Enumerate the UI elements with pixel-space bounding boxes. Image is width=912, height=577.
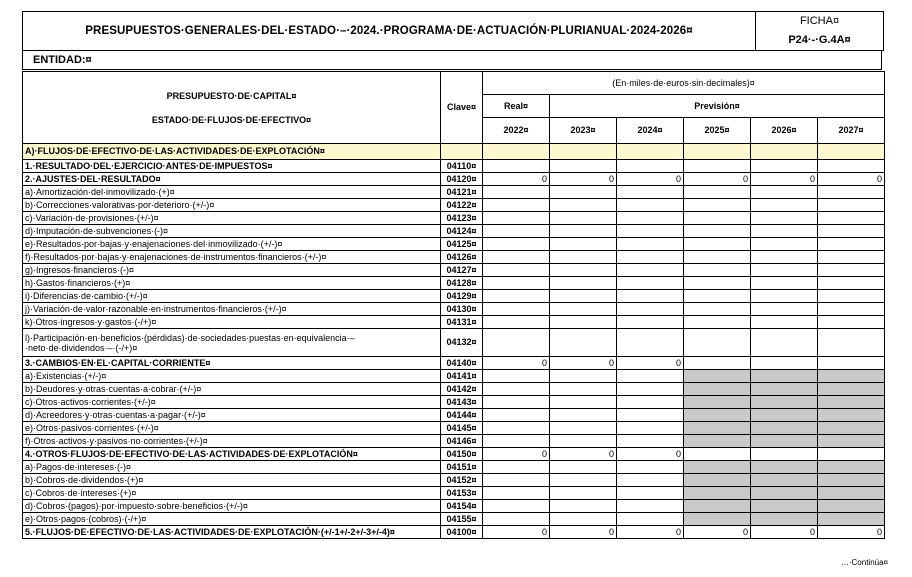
value-cell[interactable]: [751, 435, 818, 448]
row-code: 04141¤: [441, 370, 483, 383]
value-cell[interactable]: 0: [617, 173, 684, 186]
value-cell[interactable]: [684, 409, 751, 422]
row-code: 04122¤: [441, 199, 483, 212]
value-cell[interactable]: [483, 199, 550, 212]
value-cell[interactable]: 0: [550, 173, 617, 186]
value-cell[interactable]: [617, 461, 684, 474]
table-row: [23, 251, 885, 264]
value-cell[interactable]: [550, 225, 617, 238]
value-cell[interactable]: [550, 316, 617, 329]
value-cell[interactable]: [751, 329, 818, 357]
value-cell[interactable]: [751, 144, 818, 160]
value-cell[interactable]: [751, 448, 818, 461]
value-cell[interactable]: [751, 238, 818, 251]
value-cell[interactable]: [550, 329, 617, 357]
value-cell[interactable]: [550, 383, 617, 396]
value-cell[interactable]: [483, 474, 550, 487]
value-cell[interactable]: [550, 435, 617, 448]
row-label: j)·Variación·de·valor·razonable·en·instrumentos·financieros·(+/-)¤: [23, 303, 441, 316]
value-cell[interactable]: [684, 238, 751, 251]
table-row: [23, 225, 885, 238]
value-cell[interactable]: [684, 225, 751, 238]
title-block: [22, 11, 884, 51]
value-cell[interactable]: [550, 409, 617, 422]
value-cell[interactable]: [818, 212, 885, 225]
value-cell[interactable]: [818, 186, 885, 199]
row-label: f)·Resultados·por·bajas·y·enajenaciones·de·instrumentos·financieros·(+/-)¤: [23, 251, 441, 264]
row-label: k)·Otros·ingresos·y·gastos·(-/+)¤: [23, 316, 441, 329]
value-cell[interactable]: [550, 461, 617, 474]
row-label: 2.·AJUSTES·DEL·RESULTADO¤: [23, 173, 441, 186]
table-row: [23, 212, 885, 225]
value-cell[interactable]: [483, 160, 550, 173]
value-cell[interactable]: 0: [483, 357, 550, 370]
row-code: 04125¤: [441, 238, 483, 251]
value-cell[interactable]: [550, 513, 617, 526]
table-row: [23, 526, 885, 539]
value-cell[interactable]: [550, 474, 617, 487]
value-cell[interactable]: [684, 212, 751, 225]
table-row: [23, 409, 885, 422]
value-cell[interactable]: [751, 199, 818, 212]
value-cell[interactable]: [751, 500, 818, 513]
value-cell[interactable]: [617, 225, 684, 238]
row-code: 04126¤: [441, 251, 483, 264]
value-cell[interactable]: [818, 225, 885, 238]
value-cell[interactable]: [684, 329, 751, 357]
row-label: 5.·FLUJOS·DE·EFECTIVO·DE·LAS·ACTIVIDADES·DE·EXPLOTACIÓN·(+/-1+/-2+/-3+/-4)¤: [23, 526, 441, 539]
value-cell[interactable]: [550, 144, 617, 160]
value-cell[interactable]: [818, 448, 885, 461]
value-cell[interactable]: [751, 277, 818, 290]
value-cell[interactable]: [550, 422, 617, 435]
row-code: 04150¤: [441, 448, 483, 461]
row-code: 04130¤: [441, 303, 483, 316]
row-code: 04110¤: [441, 160, 483, 173]
value-cell[interactable]: [684, 487, 751, 500]
value-cell[interactable]: [617, 199, 684, 212]
year-header: 2027¤: [818, 118, 885, 144]
row-code: 04146¤: [441, 435, 483, 448]
value-cell[interactable]: [751, 487, 818, 500]
value-cell[interactable]: [617, 422, 684, 435]
table-row: [23, 238, 885, 251]
value-cell[interactable]: [818, 461, 885, 474]
value-cell[interactable]: [684, 186, 751, 199]
value-cell[interactable]: [818, 238, 885, 251]
table-row: [23, 448, 885, 461]
value-cell[interactable]: [550, 212, 617, 225]
value-cell[interactable]: [483, 264, 550, 277]
value-cell[interactable]: [818, 396, 885, 409]
value-cell[interactable]: [617, 290, 684, 303]
row-code: [441, 144, 483, 160]
continua-note: …·Continúa¤: [840, 558, 888, 567]
row-label: d)·Cobros·(pagos)·por·impuesto·sobre·beneficios·(+/-)¤: [23, 500, 441, 513]
row-code: 04145¤: [441, 422, 483, 435]
value-cell[interactable]: [617, 329, 684, 357]
value-cell[interactable]: [751, 474, 818, 487]
value-cell[interactable]: [684, 422, 751, 435]
value-cell[interactable]: [751, 160, 818, 173]
value-cell[interactable]: 0: [483, 173, 550, 186]
table-row: [23, 173, 885, 186]
row-label: A)·FLUJOS·DE·EFECTIVO·DE·LAS·ACTIVIDADES·DE·EXPLOTACIÓN¤: [23, 144, 441, 160]
value-cell[interactable]: [684, 370, 751, 383]
value-cell[interactable]: [550, 199, 617, 212]
value-cell[interactable]: [483, 370, 550, 383]
value-cell[interactable]: [751, 186, 818, 199]
year-header: 2025¤: [684, 118, 751, 144]
value-cell[interactable]: [684, 383, 751, 396]
value-cell[interactable]: [818, 199, 885, 212]
row-label: f)·Otros·activos·y·pasivos·no·corrientes·(+/-)¤: [23, 435, 441, 448]
value-cell[interactable]: [483, 487, 550, 500]
row-label: h)·Gastos·financieros·(+)¤: [23, 277, 441, 290]
value-cell[interactable]: 0: [550, 357, 617, 370]
value-cell[interactable]: [617, 474, 684, 487]
value-cell[interactable]: [483, 500, 550, 513]
value-cell[interactable]: [483, 186, 550, 199]
ficha-label: FICHA¤: [799, 15, 840, 27]
value-cell[interactable]: [684, 435, 751, 448]
table-row: [23, 329, 885, 357]
value-cell[interactable]: [751, 422, 818, 435]
value-cell[interactable]: [550, 370, 617, 383]
table-row: [23, 474, 885, 487]
value-cell[interactable]: [684, 357, 751, 370]
ficha-code: P24·-·G.4A¤: [788, 34, 851, 46]
row-label: e)·Resultados·por·bajas·y·enajenaciones·del·inmovilizado·(+/-)¤: [23, 238, 441, 251]
row-label: g)·Ingresos·financieros·(-)¤: [23, 264, 441, 277]
value-cell[interactable]: [483, 383, 550, 396]
value-cell[interactable]: [684, 500, 751, 513]
value-cell[interactable]: [684, 461, 751, 474]
value-cell[interactable]: [684, 513, 751, 526]
value-cell[interactable]: [818, 513, 885, 526]
value-cell[interactable]: [684, 160, 751, 173]
table-row: [23, 487, 885, 500]
value-cell[interactable]: [818, 357, 885, 370]
value-cell[interactable]: [818, 144, 885, 160]
value-cell[interactable]: [751, 396, 818, 409]
table-body: [23, 144, 885, 539]
prevision-header: Previsión¤: [550, 95, 885, 118]
value-cell[interactable]: [483, 251, 550, 264]
value-cell[interactable]: [483, 396, 550, 409]
table-row: [23, 396, 885, 409]
value-cell[interactable]: [617, 513, 684, 526]
value-cell[interactable]: [617, 370, 684, 383]
value-cell[interactable]: 0: [617, 448, 684, 461]
row-code: 04143¤: [441, 396, 483, 409]
value-cell[interactable]: [751, 383, 818, 396]
value-cell[interactable]: [818, 290, 885, 303]
value-cell[interactable]: [617, 396, 684, 409]
value-cell[interactable]: [751, 303, 818, 316]
value-cell[interactable]: [483, 513, 550, 526]
row-label: c)·Variación·de·provisiones·(+/-)¤: [23, 212, 441, 225]
value-cell[interactable]: [818, 160, 885, 173]
row-code: 04100¤: [441, 526, 483, 539]
year-header: 2024¤: [617, 118, 684, 144]
row-code: 04151¤: [441, 461, 483, 474]
row-label: b)·Deudores·y·otras·cuentas·a·cobrar·(+/-)¤: [23, 383, 441, 396]
value-cell[interactable]: [483, 316, 550, 329]
row-code: 04129¤: [441, 290, 483, 303]
value-cell[interactable]: 0: [483, 526, 550, 539]
value-cell[interactable]: [818, 487, 885, 500]
value-cell[interactable]: [684, 199, 751, 212]
value-cell[interactable]: 0: [684, 526, 751, 539]
value-cell[interactable]: [818, 409, 885, 422]
value-cell[interactable]: [684, 316, 751, 329]
row-code: 04121¤: [441, 186, 483, 199]
row-code: 04140¤: [441, 357, 483, 370]
row-label: 4.·OTROS·FLUJOS·DE·EFECTIVO·DE·LAS·ACTIVIDADES·DE·EXPLOTACIÓN¤: [23, 448, 441, 461]
value-cell[interactable]: [617, 144, 684, 160]
value-cell[interactable]: 0: [684, 173, 751, 186]
value-cell[interactable]: [617, 500, 684, 513]
row-label: a)·Amortización·del·inmovilizado·(+)¤: [23, 186, 441, 199]
value-cell[interactable]: [684, 277, 751, 290]
value-cell[interactable]: [751, 513, 818, 526]
form-title: PRESUPUESTOS·GENERALES·DEL·ESTADO·–·2024.·PROGRAMA·DE·ACTUACIÓN·PLURIANUAL·2024-2026¤: [23, 12, 756, 50]
table-row: [23, 144, 885, 160]
value-cell[interactable]: [617, 316, 684, 329]
value-cell[interactable]: [818, 303, 885, 316]
row-label: i)·Diferencias·de·cambio·(+/-)¤: [23, 290, 441, 303]
units-note: (En·miles·de·euros·sin·decimales)¤: [483, 72, 885, 95]
value-cell[interactable]: [617, 487, 684, 500]
value-cell[interactable]: 0: [818, 173, 885, 186]
value-cell[interactable]: [550, 303, 617, 316]
table-row: [23, 264, 885, 277]
value-cell[interactable]: [483, 435, 550, 448]
table-row: [23, 186, 885, 199]
row-label: a)·Existencias·(+/-)¤: [23, 370, 441, 383]
value-cell[interactable]: [550, 251, 617, 264]
table-row: [23, 435, 885, 448]
table-row: [23, 303, 885, 316]
value-cell[interactable]: 0: [617, 526, 684, 539]
value-cell[interactable]: [617, 277, 684, 290]
value-cell[interactable]: [483, 303, 550, 316]
value-cell[interactable]: [684, 303, 751, 316]
value-cell[interactable]: [818, 370, 885, 383]
value-cell[interactable]: [684, 474, 751, 487]
table-title-capital: PRESUPUESTO·DE·CAPITAL¤: [166, 90, 297, 101]
value-cell[interactable]: [617, 435, 684, 448]
value-cell[interactable]: [818, 329, 885, 357]
value-cell[interactable]: [684, 448, 751, 461]
value-cell[interactable]: [751, 290, 818, 303]
row-code: 04127¤: [441, 264, 483, 277]
row-code: 04153¤: [441, 487, 483, 500]
value-cell[interactable]: [818, 383, 885, 396]
row-label: c)·Cobros·de·intereses·(+)¤: [23, 487, 441, 500]
value-cell[interactable]: [751, 461, 818, 474]
value-cell[interactable]: [617, 186, 684, 199]
row-label: e)·Otros·pasivos·corrientes·(+/-)¤: [23, 422, 441, 435]
value-cell[interactable]: [550, 277, 617, 290]
value-cell[interactable]: [684, 290, 751, 303]
value-cell[interactable]: [550, 500, 617, 513]
row-label: 1.·RESULTADO·DEL·EJERCICIO·ANTES·DE·IMPUESTOS¤: [23, 160, 441, 173]
row-label: a)·Pagos·de·intereses·(-)¤: [23, 461, 441, 474]
value-cell[interactable]: 0: [818, 526, 885, 539]
value-cell[interactable]: [550, 238, 617, 251]
ficha-box: [756, 12, 883, 50]
table-row: [23, 290, 885, 303]
table-row: [23, 370, 885, 383]
row-code: 04155¤: [441, 513, 483, 526]
value-cell[interactable]: [684, 396, 751, 409]
value-cell[interactable]: [483, 225, 550, 238]
row-code: 04144¤: [441, 409, 483, 422]
value-cell[interactable]: [483, 422, 550, 435]
table-row: [23, 277, 885, 290]
value-cell[interactable]: [550, 160, 617, 173]
value-cell[interactable]: [483, 409, 550, 422]
value-cell[interactable]: [751, 370, 818, 383]
table-row: [23, 160, 885, 173]
value-cell[interactable]: [483, 290, 550, 303]
row-label: b)·Correcciones·valorativas·por·deterioro·(+/-)¤: [23, 199, 441, 212]
value-cell[interactable]: [617, 383, 684, 396]
table-row: [23, 513, 885, 526]
value-cell[interactable]: 0: [751, 173, 818, 186]
value-cell[interactable]: 0: [751, 526, 818, 539]
value-cell[interactable]: [818, 435, 885, 448]
value-cell[interactable]: [617, 212, 684, 225]
value-cell[interactable]: [550, 264, 617, 277]
value-cell[interactable]: [483, 144, 550, 160]
value-cell[interactable]: [818, 422, 885, 435]
value-cell[interactable]: [617, 238, 684, 251]
value-cell[interactable]: 0: [483, 448, 550, 461]
row-code: 04124¤: [441, 225, 483, 238]
table-row: [23, 316, 885, 329]
value-cell[interactable]: [617, 160, 684, 173]
value-cell[interactable]: [751, 357, 818, 370]
value-cell[interactable]: [483, 329, 550, 357]
table-row: [23, 461, 885, 474]
value-cell[interactable]: 0: [617, 357, 684, 370]
table-row: [23, 422, 885, 435]
row-code: 04132¤: [441, 329, 483, 357]
value-cell[interactable]: [818, 251, 885, 264]
table-row: [23, 500, 885, 513]
value-cell[interactable]: [751, 251, 818, 264]
value-cell[interactable]: 0: [550, 448, 617, 461]
row-label: d)·Acreedores·y·otras·cuentas·a·pagar·(+/-)¤: [23, 409, 441, 422]
table-title-flujos: ESTADO·DE·FLUJOS·DE·EFECTIVO¤: [151, 114, 312, 125]
row-label: e)·Otros·pagos·(cobros)·(-/+)¤: [23, 513, 441, 526]
value-cell[interactable]: [818, 264, 885, 277]
value-cell[interactable]: [818, 316, 885, 329]
value-cell[interactable]: [751, 264, 818, 277]
row-label: 3.·CAMBIOS·EN·EL·CAPITAL·CORRIENTE¤: [23, 357, 441, 370]
row-label: b)·Cobros·de·dividendos·(+)¤: [23, 474, 441, 487]
row-code: 04142¤: [441, 383, 483, 396]
row-label: l)·Participación·en·beneficios·(pérdidas)·de·sociedades·puestas·en·equivalencia·–·neto·de·dividendos·–·(-/+)¤: [23, 329, 441, 357]
value-cell[interactable]: [550, 290, 617, 303]
row-label: d)·Imputación·de·subvenciones·(-)¤: [23, 225, 441, 238]
value-cell[interactable]: [483, 238, 550, 251]
cash-flow-table: [22, 71, 885, 539]
value-cell[interactable]: [617, 251, 684, 264]
value-cell[interactable]: [751, 225, 818, 238]
value-cell[interactable]: [617, 264, 684, 277]
value-cell[interactable]: [818, 474, 885, 487]
value-cell[interactable]: [818, 277, 885, 290]
row-code: 04154¤: [441, 500, 483, 513]
table-row: [23, 199, 885, 212]
value-cell[interactable]: [483, 277, 550, 290]
entidad-label: ENTIDAD:¤: [22, 50, 882, 70]
row-code: 04152¤: [441, 474, 483, 487]
value-cell[interactable]: [550, 396, 617, 409]
value-cell[interactable]: [483, 461, 550, 474]
real-header: Real¤: [483, 95, 550, 118]
row-code: 04120¤: [441, 173, 483, 186]
row-label: c)·Otros·activos·corrientes·(+/-)¤: [23, 396, 441, 409]
row-code: 04131¤: [441, 316, 483, 329]
clave-header: Clave¤: [441, 72, 483, 144]
value-cell[interactable]: 0: [550, 526, 617, 539]
year-header: 2023¤: [550, 118, 617, 144]
value-cell[interactable]: [751, 409, 818, 422]
value-cell[interactable]: [751, 316, 818, 329]
value-cell[interactable]: [483, 212, 550, 225]
value-cell[interactable]: [751, 212, 818, 225]
table-row: [23, 357, 885, 370]
year-header: 2026¤: [751, 118, 818, 144]
row-code: 04128¤: [441, 277, 483, 290]
value-cell[interactable]: [818, 500, 885, 513]
year-header: 2022¤: [483, 118, 550, 144]
value-cell[interactable]: [684, 144, 751, 160]
table-title-cell: [23, 72, 441, 144]
table-row: [23, 383, 885, 396]
value-cell[interactable]: [617, 409, 684, 422]
value-cell[interactable]: [684, 264, 751, 277]
row-code: 04123¤: [441, 212, 483, 225]
value-cell[interactable]: [617, 303, 684, 316]
value-cell[interactable]: [550, 186, 617, 199]
value-cell[interactable]: [550, 487, 617, 500]
value-cell[interactable]: [684, 251, 751, 264]
